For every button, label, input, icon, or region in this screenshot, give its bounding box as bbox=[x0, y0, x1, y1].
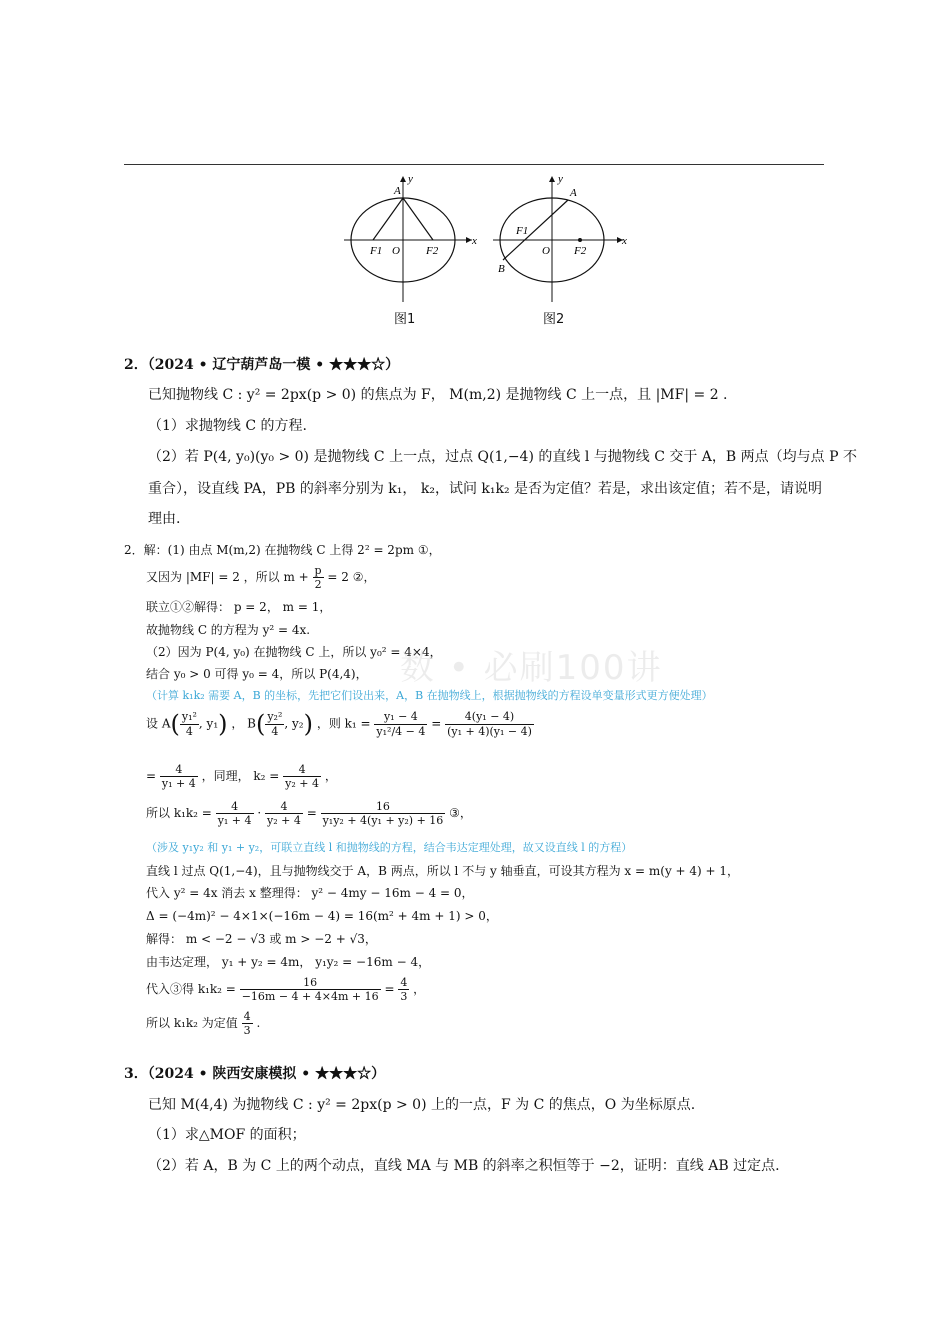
top-rule bbox=[124, 164, 824, 165]
numerator: 16 bbox=[375, 800, 390, 813]
label-A: A bbox=[394, 185, 401, 197]
text: ，则 k₁ = bbox=[316, 716, 371, 731]
sol-line-2-a: 又因为 |MF| = 2 ，所以 m + bbox=[146, 570, 309, 585]
text: = bbox=[431, 716, 442, 731]
text: = bbox=[146, 769, 157, 784]
label-F1: F1 bbox=[516, 225, 529, 237]
label-F2: F2 bbox=[426, 245, 439, 257]
sol-note-2: （涉及 y₁y₂ 和 y₁ + y₂，可联立直线 l 和抛物线的方程，结合韦达定理处理，故又设直线 l 的方程） bbox=[146, 841, 633, 854]
sol-line-8 bbox=[146, 763, 337, 790]
fraction bbox=[180, 710, 199, 737]
text: 所以 k₁k₂ = bbox=[146, 806, 212, 821]
fraction bbox=[445, 710, 534, 737]
fraction bbox=[240, 976, 381, 1003]
q3-stem: 已知 M(4,4) 为抛物线 C : y² = 2px(p > 0) 上的一点，F 为 C 的焦点，O 为坐标原点. bbox=[148, 1097, 696, 1113]
sol-line-9 bbox=[146, 800, 472, 827]
numerator: y₂² bbox=[267, 710, 283, 724]
text: = bbox=[306, 806, 317, 821]
label-x: x bbox=[622, 235, 627, 247]
numerator: p bbox=[314, 564, 322, 577]
denominator: y₁y₂ + 4(y₁ + y₂) + 16 bbox=[322, 814, 444, 828]
text: ， B bbox=[231, 716, 256, 731]
fraction bbox=[242, 1010, 253, 1037]
label-y: y bbox=[408, 173, 413, 185]
sol-line-2 bbox=[146, 564, 376, 591]
text: 设 A bbox=[146, 716, 171, 731]
sol-line-10: 直线 l 过点 Q(1,−4)，且与抛物线交于 A，B 两点，所以 l 不与 y 轴垂直，可设其方程为 x = m(y + 4) + 1， bbox=[146, 864, 740, 878]
figure-2 bbox=[493, 173, 627, 302]
fraction bbox=[216, 800, 254, 827]
q2-header: 2．（2024 • 辽宁葫芦岛一模 • ★★★☆） bbox=[124, 357, 400, 373]
denominator: y₂ + 4 bbox=[285, 777, 320, 791]
figure-1 bbox=[344, 173, 477, 302]
watermark: 数 • 必刷100讲 bbox=[400, 648, 663, 688]
ellipse-figures bbox=[330, 168, 640, 328]
sol-line-13: 解得： m < −2 − √3 或 m > −2 + √3， bbox=[146, 932, 377, 946]
fraction bbox=[398, 976, 409, 1003]
label-F1: F1 bbox=[370, 245, 383, 257]
numerator: y₁ − 4 bbox=[383, 710, 418, 724]
label-O: O bbox=[392, 245, 400, 257]
sol-line-11: 代入 y² = 4x 消去 x 整理得： y² − 4my − 16m − 4 = 0， bbox=[146, 886, 474, 900]
q2-part2-line1: （2）若 P(4, y₀)(y₀ > 0) 是抛物线 C 上一点，过点 Q(1,−4) 的直线 l 与抛物线 C 交于 A，B 两点（均与点 P 不 bbox=[148, 449, 857, 465]
fraction bbox=[160, 763, 198, 790]
sol-line-7: 设 A( $\frac{\text{y₁²}}{4}$ , y₁) ， B( $\frac{\text{y₂²}}{4}$ , y₂) ，则 k₁ = $\frac{\text{y₁ − 4}}{\text{y₁²/4 − 4}}$ = $\frac{\text{4(y₁ − 4)}}{\text{(y₁ + 4)(y₁ − 4)}}$ bbox=[146, 710, 532, 738]
label-x: x bbox=[472, 235, 477, 247]
sol-line-14: 由韦达定理， y₁ + y₂ = 4m， y₁y₂ = −16m − 4， bbox=[146, 955, 431, 969]
q3-part1: （1）求△MOF 的面积； bbox=[148, 1127, 306, 1143]
denominator: 4 bbox=[265, 724, 284, 738]
fraction bbox=[283, 763, 321, 790]
label-A: A bbox=[570, 187, 577, 199]
numerator: 4 bbox=[400, 976, 408, 989]
sol-line-5: （2）因为 P(4, y₀) 在抛物线 C 上，所以 y₀² = 4×4， bbox=[146, 645, 442, 659]
q3-header: 3．（2024 • 陕西安康模拟 • ★★★☆） bbox=[124, 1066, 386, 1082]
sol-line-3: 联立①②解得： p = 2， m = 1， bbox=[146, 600, 332, 614]
sol-line-6: 结合 y₀ > 0 可得 y₀ = 4，所以 P(4,4)， bbox=[146, 667, 368, 681]
numerator: 4 bbox=[243, 1010, 251, 1023]
text: 所以 k₁k₂ 为定值 bbox=[146, 1016, 238, 1031]
text: ， bbox=[324, 769, 337, 784]
denominator: 3 bbox=[243, 1024, 251, 1038]
denominator: (y₁ + 4)(y₁ − 4) bbox=[447, 724, 532, 738]
q3-part2: （2）若 A，B 为 C 上的两个动点，直线 MA 与 MB 的斜率之积恒等于 −2，证明：直线 AB 过定点. bbox=[148, 1158, 780, 1174]
figures bbox=[330, 168, 640, 328]
text: , y₁ bbox=[198, 716, 219, 731]
fraction bbox=[265, 800, 303, 827]
sol-line-2-b: = 2 ②， bbox=[327, 570, 376, 585]
label-F2: F2 bbox=[574, 245, 587, 257]
text: 代入③得 k₁k₂ = bbox=[146, 982, 236, 997]
text: . bbox=[256, 1016, 261, 1031]
text: ③， bbox=[449, 806, 472, 821]
numerator: 4(y₁ − 4) bbox=[464, 710, 515, 724]
denominator: −16m − 4 + 4×4m + 16 bbox=[241, 990, 379, 1004]
denominator: 3 bbox=[400, 990, 408, 1004]
fraction bbox=[265, 710, 284, 737]
label-y: y bbox=[558, 173, 563, 185]
denominator: y₁²/4 − 4 bbox=[376, 724, 426, 738]
denominator: y₁ + 4 bbox=[217, 814, 252, 828]
q2-part2-line3: 理由. bbox=[148, 511, 181, 527]
q2-part2-line2: 重合），设直线 PA，PB 的斜率分别为 k₁， k₂，试问 k₁k₂ 是否为定值？若是，求出该定值；若不是，请说明 bbox=[148, 481, 823, 497]
numerator: 16 bbox=[303, 976, 318, 989]
fraction bbox=[321, 800, 446, 827]
numerator: 4 bbox=[175, 763, 183, 776]
sol-line-4: 故抛物线 C 的方程为 y² = 4x. bbox=[146, 623, 311, 637]
fraction bbox=[313, 564, 324, 591]
numerator: 4 bbox=[231, 800, 239, 813]
denominator: 2 bbox=[313, 577, 324, 591]
numerator: 4 bbox=[298, 763, 306, 776]
sol-line-1: 2．解：(1) 由点 M(m,2) 在抛物线 C 上得 2² = 2pm ①， bbox=[124, 543, 441, 557]
figure-1-caption: 图1 bbox=[394, 312, 416, 327]
sol-line-12: Δ = (−4m)² − 4×1×(−16m − 4) = 16(m² + 4m + 1) > 0， bbox=[146, 909, 498, 923]
fraction bbox=[374, 710, 427, 737]
label-B: B bbox=[498, 263, 505, 275]
sol-note-1: （计算 k₁k₂ 需要 A，B 的坐标，先把它们设出来，A，B 在抛物线上，根据抛物线的方程设单变量形式更方便处理） bbox=[146, 689, 713, 702]
numerator: y₁² bbox=[181, 710, 197, 724]
text: , y₂ bbox=[284, 716, 304, 731]
text: · bbox=[257, 806, 262, 821]
q2-part1: （1）求抛物线 C 的方程. bbox=[148, 418, 307, 434]
sol-line-16 bbox=[146, 1010, 260, 1037]
figure-2-caption: 图2 bbox=[543, 312, 565, 327]
text: = bbox=[384, 982, 395, 997]
q2-stem: 已知抛物线 C : y² = 2px(p > 0) 的焦点为 F， M(m,2) 是抛物线 C 上一点，且 |MF| = 2 . bbox=[148, 387, 728, 403]
text: ， bbox=[413, 982, 426, 997]
sol-line-15 bbox=[146, 976, 425, 1003]
label-O: O bbox=[542, 245, 550, 257]
denominator: 4 bbox=[180, 724, 199, 738]
denominator: y₂ + 4 bbox=[267, 814, 301, 828]
text: ，同理， k₂ = bbox=[201, 769, 280, 784]
denominator: y₁ + 4 bbox=[161, 777, 196, 791]
numerator: 4 bbox=[280, 800, 288, 813]
